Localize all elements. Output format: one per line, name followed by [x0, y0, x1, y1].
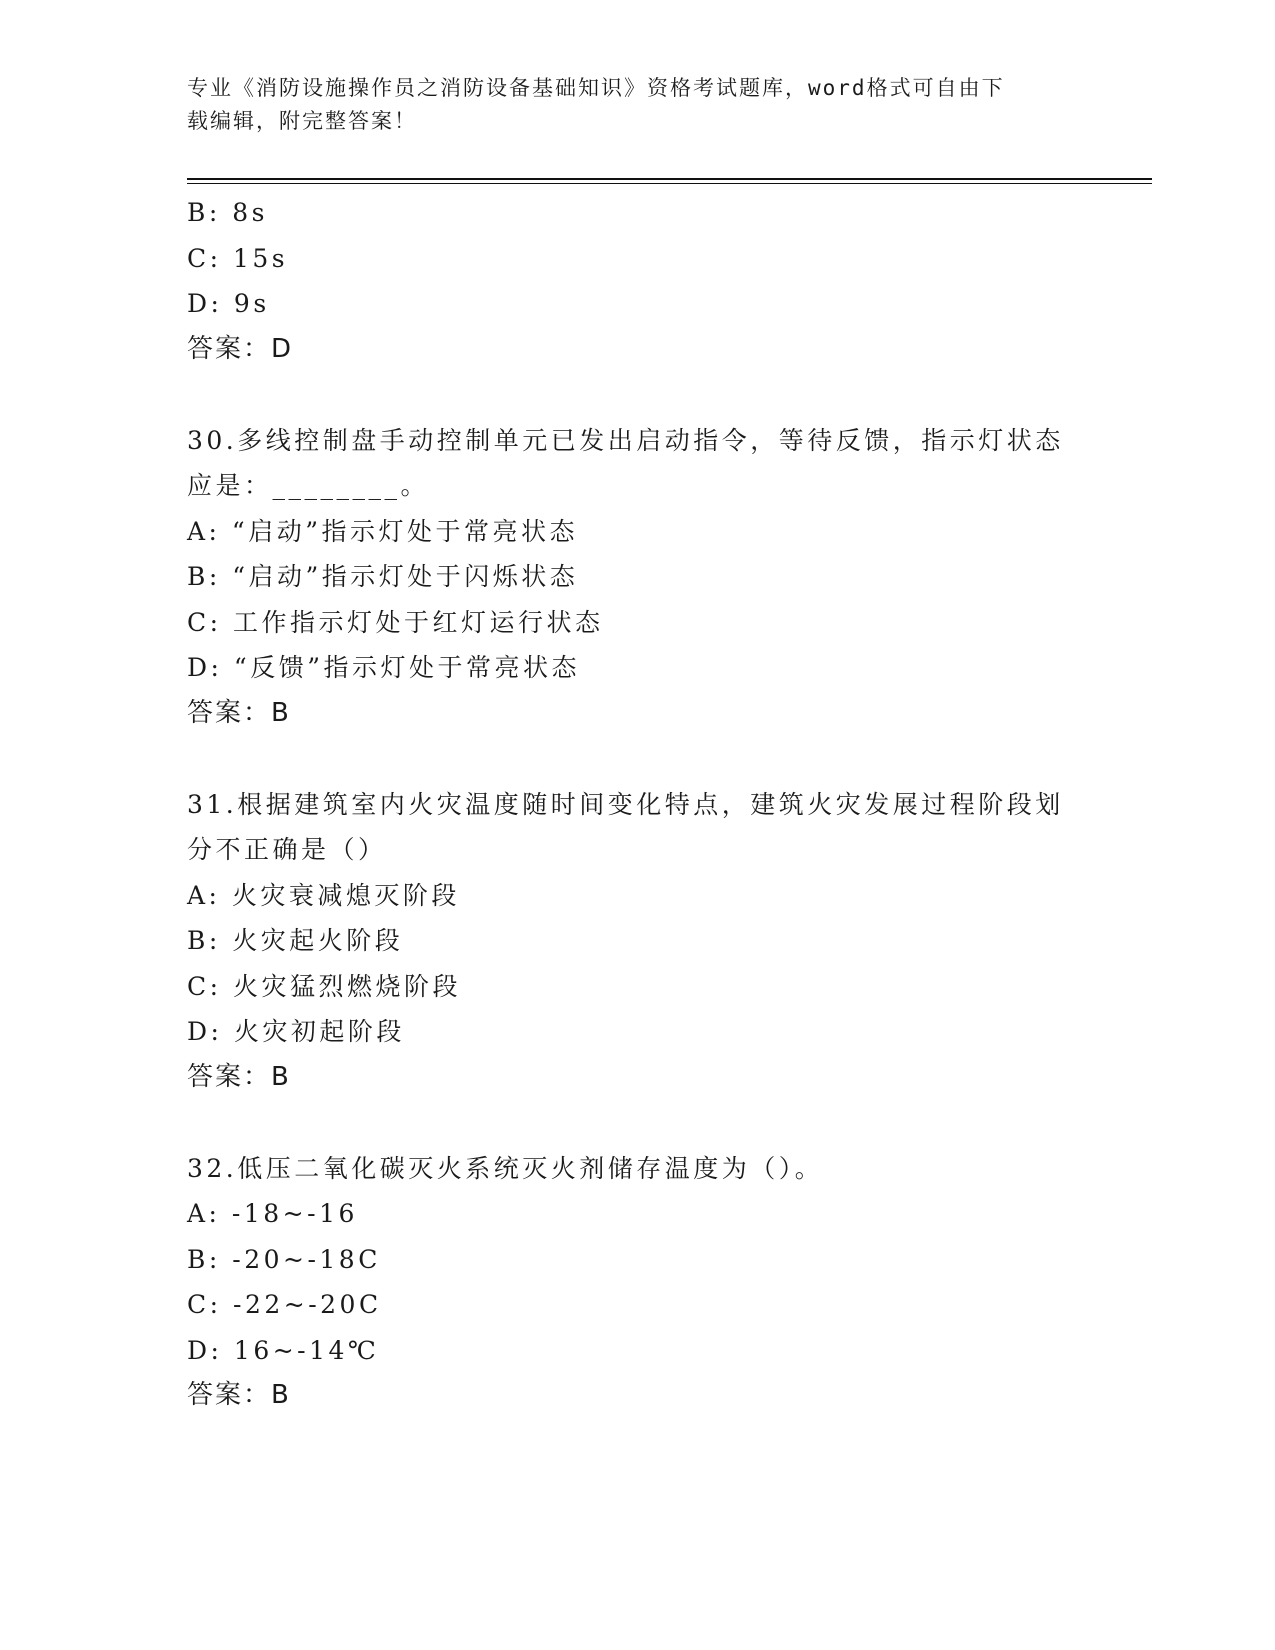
option-d: D: 16~-14℃: [187, 1335, 380, 1365]
answer: 答案：B: [187, 1380, 291, 1410]
answer: 答案：D: [187, 333, 294, 364]
header-line-2: 载编辑，附完整答案！: [187, 109, 417, 133]
option-d: D: 火灾初起阶段: [187, 1017, 405, 1046]
option-c: C: -22~-20C: [187, 1290, 382, 1319]
header-divider-thin: [187, 183, 1152, 184]
question-stem: 32.低压二氧化碳灭火系统灭火剂储存温度为（）。: [187, 1153, 824, 1183]
header-divider-thick: [187, 178, 1152, 180]
option-d: D: 9s: [187, 289, 270, 318]
spacer: [187, 1100, 1087, 1146]
option-c: C: 15s: [187, 243, 289, 273]
question-31: [187, 782, 1087, 1101]
question-stem: 31.根据建筑室内火灾温度随时间变化特点，建筑火灾发展过程阶段划: [187, 789, 1064, 819]
question-30: [187, 418, 1087, 737]
question-32: [187, 1146, 1087, 1419]
option-d: D: “反馈”指示灯处于常亮状态: [187, 653, 580, 682]
option-a: A: -18~-16: [187, 1199, 358, 1228]
question-list: [187, 190, 1087, 1419]
spacer: [187, 372, 1087, 418]
option-b: B: -20~-18C: [187, 1244, 381, 1274]
header-line-1: 专业《消防设施操作员之消防设备基础知识》资格考试题库，word格式可自由下: [187, 76, 1005, 100]
answer: 答案：B: [187, 697, 291, 728]
spacer: [187, 736, 1087, 782]
question-stem-cont: 应是：________。: [187, 471, 430, 500]
option-b: B: “启动”指示灯处于闪烁状态: [187, 562, 579, 591]
option-c: C: 工作指示灯处于红灯运行状态: [187, 607, 604, 637]
option-c: C: 火灾猛烈燃烧阶段: [187, 971, 461, 1001]
document-header: [187, 72, 1087, 138]
option-b: B: 火灾起火阶段: [187, 926, 404, 955]
question-stem: 30.多线控制盘手动控制单元已发出启动指令，等待反馈，指示灯状态: [187, 425, 1064, 455]
answer: 答案：B: [187, 1061, 291, 1092]
question-stem-cont: 分不正确是（）: [187, 835, 387, 864]
question-29-tail: [187, 190, 1087, 372]
option-b: B: 8s: [187, 198, 268, 227]
option-a: A: “启动”指示灯处于常亮状态: [187, 516, 578, 546]
option-a: A: 火灾衰减熄灭阶段: [187, 880, 460, 910]
